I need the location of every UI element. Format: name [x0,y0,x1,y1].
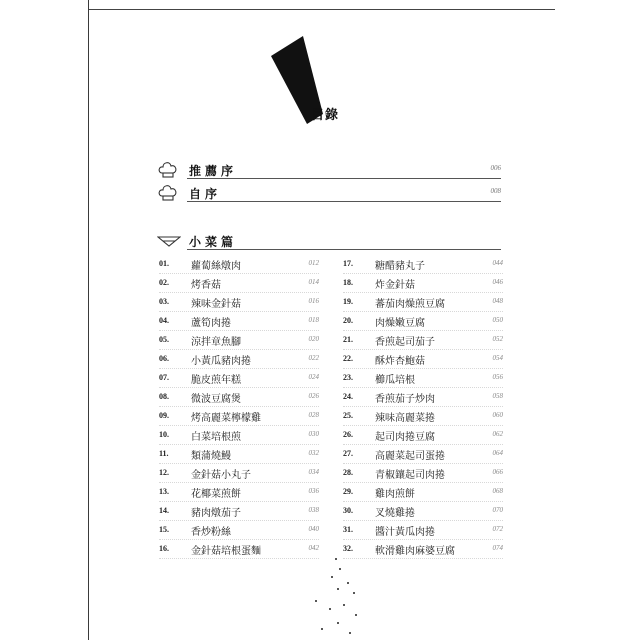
recipe-page: 074 [492,544,503,552]
recipe-name: 炸金針菇 [375,280,415,291]
recipe-list-left [159,255,319,559]
recipe-page: 060 [492,411,503,419]
recipe-item[interactable] [159,331,319,350]
recipe-name: 香炒粉絲 [191,527,231,538]
recipe-page: 054 [492,354,503,362]
recipe-item[interactable] [159,388,319,407]
recipe-page: 012 [308,259,319,267]
recipe-number: 30. [343,506,353,515]
recipe-number: 18. [343,278,353,287]
recipe-item[interactable] [343,312,503,331]
recipe-page: 062 [492,430,503,438]
category-title: 小菜篇 [189,235,238,249]
recipe-number: 06. [159,354,169,363]
recipe-item[interactable] [343,426,503,445]
recipe-page: 034 [308,468,319,476]
recipe-page: 048 [492,297,503,305]
recipe-item[interactable] [159,483,319,502]
recipe-page: 020 [308,335,319,343]
recipe-number: 31. [343,525,353,534]
recipe-page: 038 [308,506,319,514]
recipe-name: 金針菇培根蛋麵 [191,546,261,557]
recipe-item[interactable] [159,293,319,312]
recipe-name: 微波豆腐煲 [191,394,241,405]
recipe-number: 09. [159,411,169,420]
recipe-name: 蘿蔔絲燉肉 [191,261,241,272]
recipe-page: 068 [492,487,503,495]
recipe-item[interactable] [159,521,319,540]
section-page: 008 [490,187,501,195]
recipe-page: 036 [308,487,319,495]
recipe-name: 叉燒雞捲 [375,508,415,519]
recipe-number: 23. [343,373,353,382]
recipe-number: 15. [159,525,169,534]
recipe-name: 肉燥嫩豆腐 [375,318,425,329]
recipe-page: 050 [492,316,503,324]
recipe-number: 14. [159,506,169,515]
recipe-name: 起司肉捲豆腐 [375,432,435,443]
recipe-item[interactable] [343,521,503,540]
recipe-page: 022 [308,354,319,362]
recipe-name: 糖醋豬丸子 [375,261,425,272]
recipe-number: 24. [343,392,353,401]
top-rule [89,9,555,10]
recipe-name: 櫛瓜培根 [375,375,415,386]
recipe-page: 042 [308,544,319,552]
recipe-number: 01. [159,259,169,268]
book-page [88,0,555,640]
recipe-number: 05. [159,335,169,344]
recipe-number: 10. [159,430,169,439]
recipe-page: 072 [492,525,503,533]
recipe-page: 024 [308,373,319,381]
recipe-number: 12. [159,468,169,477]
recipe-name: 香煎茄子炒肉 [375,394,435,405]
recipe-name: 金針菇小丸子 [191,470,251,481]
recipe-item[interactable] [159,274,319,293]
recipe-item[interactable] [343,255,503,274]
recipe-number: 13. [159,487,169,496]
recipe-item[interactable] [343,293,503,312]
section-title: 自序 [189,187,222,201]
recipe-name: 烤高麗菜檸檬雞 [191,413,261,424]
recipe-item[interactable] [159,445,319,464]
recipe-name: 涼拌章魚腳 [191,337,241,348]
recipe-name: 類蒲燒鰻 [191,451,231,462]
recipe-number: 26. [343,430,353,439]
recipe-page: 064 [492,449,503,457]
recipe-page: 040 [308,525,319,533]
recipe-item[interactable] [343,274,503,293]
recipe-name: 辣味高麗菜捲 [375,413,435,424]
recipe-page: 058 [492,392,503,400]
recipe-number: 11. [159,449,169,458]
recipe-item[interactable] [159,350,319,369]
recipe-number: 07. [159,373,169,382]
recipe-item[interactable] [159,464,319,483]
recipe-item[interactable] [159,407,319,426]
recipe-number: 19. [343,297,353,306]
section-page: 006 [490,164,501,172]
recipe-number: 21. [343,335,353,344]
recipe-number: 22. [343,354,353,363]
recipe-number: 28. [343,468,353,477]
recipe-name: 雞肉煎餅 [375,489,415,500]
recipe-name: 烤香菇 [191,280,221,291]
recipe-name: 酥炸杏鮑菇 [375,356,425,367]
recipe-number: 02. [159,278,169,287]
category-appetizers[interactable] [157,232,501,254]
recipe-number: 27. [343,449,353,458]
recipe-item[interactable] [343,331,503,350]
section-rule [187,201,501,202]
recipe-name: 小黃瓜豬肉捲 [191,356,251,367]
recipe-page: 070 [492,506,503,514]
recipe-number: 08. [159,392,169,401]
recipe-name: 蕃茄肉燥煎豆腐 [375,299,445,310]
recipe-number: 03. [159,297,169,306]
recipe-item[interactable] [343,445,503,464]
recipe-page: 066 [492,468,503,476]
recipe-page: 016 [308,297,319,305]
recipe-number: 16. [159,544,169,553]
recipe-name: 辣味金針菇 [191,299,241,310]
recipe-number: 17. [343,259,353,268]
recipe-page: 018 [308,316,319,324]
recipe-page: 046 [492,278,503,286]
recipe-item[interactable] [343,350,503,369]
recipe-item[interactable] [343,388,503,407]
recipe-number: 32. [343,544,353,553]
recipe-page: 056 [492,373,503,381]
recipe-name: 青椒鑲起司肉捲 [375,470,445,481]
recipe-name: 豬肉燉茄子 [191,508,241,519]
recipe-item[interactable] [343,540,503,559]
recipe-name: 脆皮煎年糕 [191,375,241,386]
recipe-item[interactable] [159,255,319,274]
chef-hat-icon [157,184,179,202]
recipe-page: 014 [308,278,319,286]
recipe-item[interactable] [159,502,319,521]
recipe-name: 花椰菜煎餅 [191,489,241,500]
recipe-name: 高麗菜起司蛋捲 [375,451,445,462]
recipe-number: 29. [343,487,353,496]
recipe-list-right [343,255,503,559]
recipe-item[interactable] [343,369,503,388]
recipe-number: 25. [343,411,353,420]
hanger-icon [157,235,181,247]
recipe-page: 026 [308,392,319,400]
recipe-item[interactable] [343,483,503,502]
recipe-item[interactable] [159,426,319,445]
banner-title-en: Contents [265,76,294,121]
section-preface[interactable] [157,160,501,182]
recipe-page: 030 [308,430,319,438]
recipe-item[interactable] [159,312,319,331]
recipe-item[interactable] [343,464,503,483]
recipe-name: 香煎起司茄子 [375,337,435,348]
recipe-item[interactable] [343,502,503,521]
decorative-dots [307,556,367,636]
recipe-number: 04. [159,316,169,325]
recipe-name: 白菜培根煎 [191,432,241,443]
recipe-page: 028 [308,411,319,419]
recipe-item[interactable] [159,540,319,559]
category-rule [187,249,501,250]
recipe-page: 032 [308,449,319,457]
section-title: 推薦序 [189,164,238,178]
recipe-name: 蘆筍肉捲 [191,318,231,329]
recipe-name: 醬汁黃瓜肉捲 [375,527,435,538]
section-rule [187,178,501,179]
recipe-name: 軟滑雞肉麻婆豆腐 [375,546,455,557]
recipe-number: 20. [343,316,353,325]
recipe-page: 052 [492,335,503,343]
chef-hat-icon [157,161,179,179]
banner-title-cn: 目錄 [311,108,340,123]
recipe-item[interactable] [343,407,503,426]
recipe-item[interactable] [159,369,319,388]
recipe-page: 044 [492,259,503,267]
section-author-preface[interactable] [157,183,501,205]
